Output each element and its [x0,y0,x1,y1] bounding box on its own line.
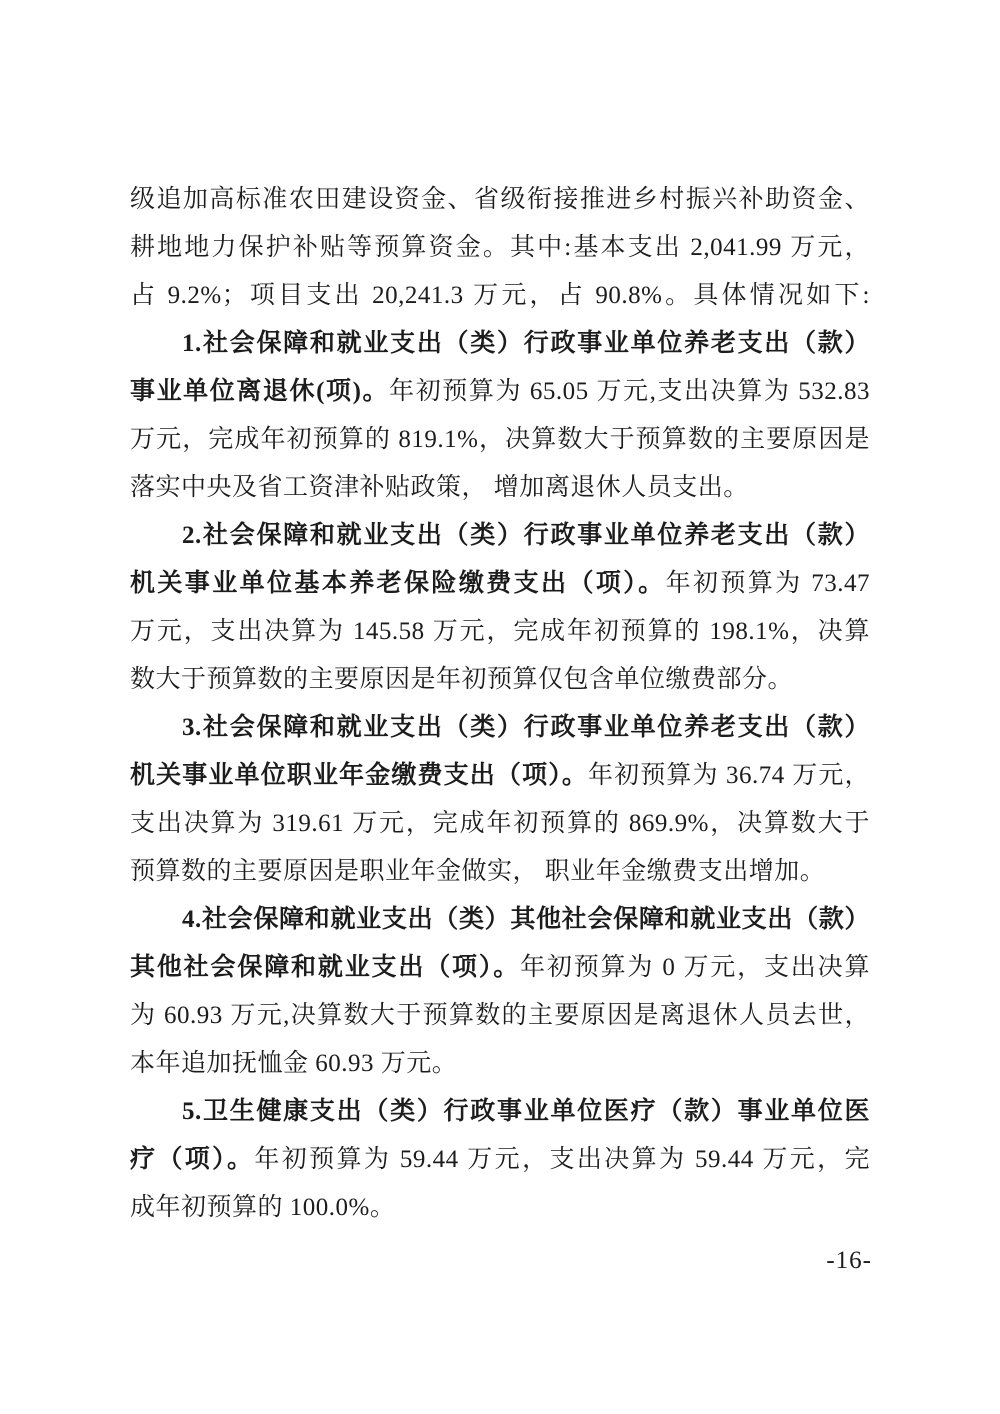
text-line [130,752,870,800]
text-line [130,800,870,848]
text-segment: 年初预算为 59.44 万元，支出决算为 59.44 万元，完 [254,1146,870,1173]
page-number: -16- [826,1247,872,1274]
text-segment: 成年初预算的 100.0%。 [130,1194,396,1221]
text-line [130,320,870,368]
text-segment: 年初预算为 73.47 [665,570,870,597]
text-line [130,944,870,992]
text-line [130,896,870,944]
paragraph-item-1 [130,320,870,512]
text-line [130,560,870,608]
paragraph-item-4 [130,896,870,1088]
heading-segment: 1.社会保障和就业支出（类）行政事业单位养老支出（款） [182,330,870,357]
text-segment: 占 9.2%；项目支出 20,241.3 万元，占 90.8%。具体情况如下: [130,282,870,309]
text-segment: 落实中央及省工资津补贴政策， 增加离退休人员支出。 [130,474,749,501]
paragraph-item-3 [130,704,870,896]
text-segment: 为 60.93 万元,决算数大于预算数的主要原因是离退休人员去世， [130,1002,870,1029]
text-line [130,1136,870,1184]
text-line [130,176,870,224]
text-segment: 本年追加抚恤金 60.93 万元。 [130,1050,458,1077]
text-segment: 耕地地力保护补贴等预算资金。其中:基本支出 2,041.99 万元， [130,234,870,261]
heading-segment: 机关事业单位职业年金缴费支出（项）。 [130,762,588,789]
text-line [130,512,870,560]
text-line [130,368,870,416]
text-line [130,272,870,320]
text-segment: 万元，支出决算为 145.58 万元，完成年初预算的 198.1%，决算 [130,618,870,645]
heading-segment: 3.社会保障和就业支出（类）行政事业单位养老支出（款） [182,714,870,741]
heading-segment: 4.社会保障和就业支出（类）其他社会保障和就业支出（款） [182,906,870,933]
text-segment: 年初预算为 0 万元，支出决算 [520,954,870,981]
text-segment: 年初预算为 36.74 万元， [587,762,870,789]
heading-segment: 事业单位离退休(项)。 [130,378,390,405]
text-line [130,608,870,656]
paragraph-item-5 [130,1088,870,1232]
text-line [130,1088,870,1136]
heading-segment: 机关事业单位基本养老保险缴费支出（项）。 [130,570,666,597]
text-segment: 支出决算为 319.61 万元，完成年初预算的 869.9%，决算数大于 [130,810,870,837]
text-line [130,656,870,704]
text-line [130,848,870,896]
paragraph-intro-carryover [130,176,870,320]
text-line [130,224,870,272]
text-line [130,416,870,464]
heading-segment: 疗（项）。 [130,1146,255,1173]
text-segment: 数大于预算数的主要原因是年初预算仅包含单位缴费部分。 [130,666,794,693]
text-line [130,704,870,752]
text-segment: 万元，完成年初预算的 819.1%，决算数大于预算数的主要原因是 [130,426,870,453]
text-segment: 年初预算为 65.05 万元,支出决算为 532.83 [389,378,870,405]
document-body [130,176,870,1232]
text-line [130,1184,870,1232]
heading-segment: 5.卫生健康支出（类）行政事业单位医疗（款）事业单位医 [182,1098,870,1125]
text-segment: 预算数的主要原因是职业年金做实， 职业年金缴费支出增加。 [130,858,826,885]
text-segment: 级追加高标准农田建设资金、省级衔接推进乡村振兴补助资金、 [130,186,870,213]
heading-segment: 2.社会保障和就业支出（类）行政事业单位养老支出（款） [182,522,870,549]
text-line [130,1040,870,1088]
paragraph-item-2 [130,512,870,704]
text-line [130,464,870,512]
text-line [130,992,870,1040]
heading-segment: 其他社会保障和就业支出（项）。 [130,954,521,981]
